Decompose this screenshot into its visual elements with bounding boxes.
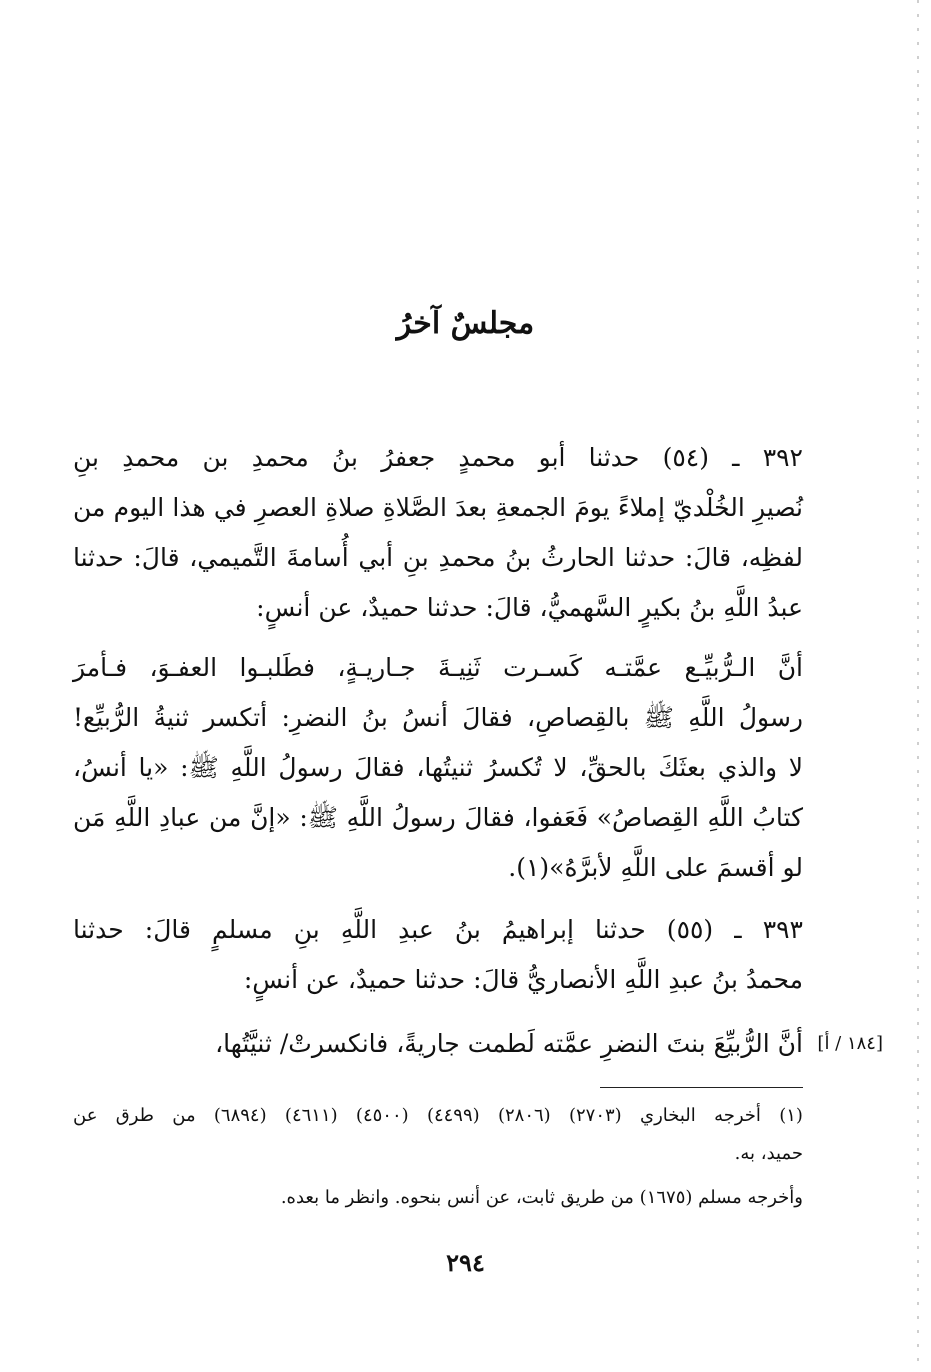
footnote-1-line-3: وأخرجه مسلم (١٦٧٥) من طريق ثابت، عن أنس بنحوه. وانظر ما بعده. xyxy=(280,1187,803,1208)
footnote-separator xyxy=(600,1087,803,1088)
hadith-392-text-line-2: رسولُ اللَّهِ ﷺ بالقِصاصِ، فقالَ أنسُ بنُ النضرِ: أتكسر ثنيةُ الرُّبيِّع! xyxy=(73,703,803,732)
manuscript-folio-reference: [١٨٤ / أ] xyxy=(817,1033,883,1054)
section-title: مجلسٌ آخرُ xyxy=(396,306,535,341)
hadith-392-line-4: عبدُ اللَّهِ بنُ بكيرٍ السَّهميُّ، قالَ: حدثنا حميدٌ، عن أنسٍ: xyxy=(256,593,803,622)
hadith-393-line-2: محمدُ بنُ عبدِ اللَّهِ الأنصاريُّ قالَ: حدثنا حميدٌ، عن أنسٍ: xyxy=(243,965,803,994)
hadith-393-line-1: ٣٩٣ ـ (٥٥) حدثنا إبراهيمُ بنُ عبدِ اللَّهِ بنِ مسلمٍ قالَ: حدثنا xyxy=(73,915,803,944)
hadith-393-text-line-1: أنَّ الرُّبيِّعَ بنتَ النضرِ عمَّته لَطمت جاريةً، فانكسرتْ/ ثنيَّتُها، xyxy=(215,1029,803,1058)
hadith-392-text-line-3: لا والذي بعثَكَ بالحقِّ، لا تُكسرُ ثنيتُها، فقالَ رسولُ اللَّهِ ﷺ: «يا أنسُ، xyxy=(73,753,803,782)
page-number: ٢٩٤ xyxy=(446,1248,485,1277)
hadith-392-text-line-4: كتابُ اللَّهِ القِصاصُ» فَعَفوا، فقالَ رسولُ اللَّهِ ﷺ: «إنَّ من عبادِ اللَّهِ مَن xyxy=(73,803,803,832)
footnote-1-line-2: حميد، به. xyxy=(734,1143,803,1164)
hadith-392-line-3: لفظِه، قالَ: حدثنا الحارثُ بنُ محمدِ بنِ أبي أُسامةَ التَّميمي، قالَ: حدثنا xyxy=(73,543,803,572)
hadith-392-text-line-5: لو أقسمَ على اللَّهِ لأبرَّهُ»(١). xyxy=(508,853,803,882)
hadith-392-line-1: ٣٩٢ ـ (٥٤) حدثنا أبو محمدٍ جعفرُ بنُ محمدِ بن محمدِ بنِ xyxy=(73,443,803,472)
hadith-392-line-2: نُصيرِ الخُلْديّ إملاءً يومَ الجمعةِ بعدَ الصَّلاةِ صلاةِ العصرِ في هذا اليوم من xyxy=(73,493,803,522)
hadith-392-text-line-1: أنَّ الـرُّبيِّـع عمَّتـه كَسـرت ثَنِيـةَ جـاريـةٍ، فطَلبـوا العفـوَ، فـأمرَ xyxy=(73,653,803,682)
footnote-1-line-1: (١) أخرجه البخاري (٢٧٠٣) (٢٨٠٦) (٤٤٩٩) (٤٥٠٠) (٤٦١١) (٦٨٩٤) من طرق عن xyxy=(73,1105,803,1126)
scan-edge-artifact xyxy=(917,0,919,1372)
